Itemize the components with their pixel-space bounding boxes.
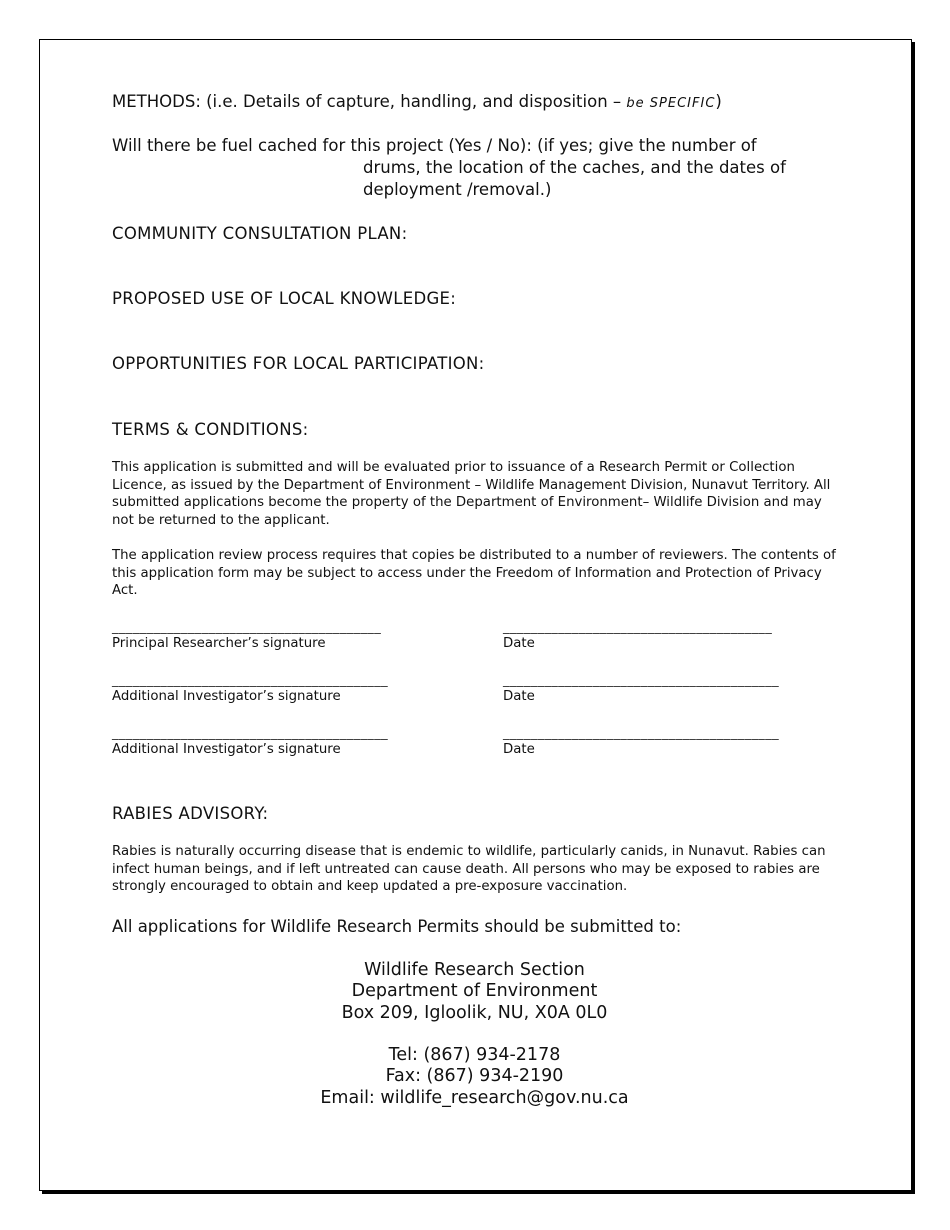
local-knowledge-heading: PROPOSED USE OF LOCAL KNOWLEDGE: — [112, 289, 457, 308]
consultation-heading: COMMUNITY CONSULTATION PLAN: — [112, 224, 408, 243]
principal-date-label: Date — [503, 636, 535, 651]
terms-paragraph-2: The application review process requires that copies be distributed to a number of reviewers. The contents of this application form may be subject to access under the Freedom of Information and Protection of Privacy Act. — [112, 548, 836, 599]
additional-date-label-2: Date — [503, 742, 535, 757]
methods-emphasis: be SPECIFIC — [626, 96, 716, 111]
principal-signature-line[interactable]: _______________________________________ — [112, 620, 382, 635]
methods-label: METHODS: (i.e. Details of capture, handling, and disposition – — [112, 92, 627, 111]
rabies-paragraph: Rabies is naturally occurring disease that is endemic to wildlife, particularly canids, in Nunavut. Rabies can infect human beings, and if left untreated can cause death. All persons who may be exposed to rabies are strongly encouraged to obtain and keep updated a pre-exposure vaccination. — [112, 844, 826, 895]
principal-signature-label: Principal Researcher’s signature — [112, 636, 326, 651]
local-participation-heading: OPPORTUNITIES FOR LOCAL PARTICIPATION: — [112, 354, 485, 373]
principal-date-line[interactable]: _______________________________________ — [503, 620, 773, 635]
fuel-question-line3: deployment /removal.) — [363, 180, 552, 199]
submission-email[interactable]: Email: wildlife_research@gov.nu.ca — [320, 1087, 629, 1108]
submission-department: Department of Environment — [351, 981, 598, 1002]
submission-intro: All applications for Wildlife Research Permits should be submitted to: — [112, 917, 682, 936]
fuel-question-line2: drums, the location of the caches, and the dates of — [363, 158, 786, 177]
submission-address: Box 209, Igloolik, NU, X0A 0L0 — [341, 1002, 608, 1023]
additional-date-line-2[interactable]: ________________________________________ — [503, 726, 779, 741]
additional-signature-line-2[interactable]: ________________________________________ — [112, 726, 388, 741]
fuel-question: Will there be fuel cached for this project (Yes / No): (if yes; give the number of — [112, 136, 757, 155]
methods-close: ) — [715, 92, 722, 111]
submission-contact-block — [39, 1045, 910, 1109]
submission-tel: Tel: (867) 934-2178 — [388, 1045, 561, 1065]
submission-section: Wildlife Research Section — [364, 960, 585, 980]
submission-fax: Fax: (867) 934-2190 — [385, 1066, 564, 1087]
terms-paragraph-1: This application is submitted and will be evaluated prior to issuance of a Research Permit or Collection Licence, as issued by the Department of Environment – Wildlife Management Division, Nunavut Territory. All submitted applications become the property of the Department of Environment– Wildlife Division and may not be returned to the applicant. — [112, 460, 831, 529]
additional-date-line-1[interactable]: ________________________________________ — [503, 673, 779, 688]
additional-signature-line-1[interactable]: ________________________________________ — [112, 673, 388, 688]
additional-signature-label-1: Additional Investigator’s signature — [112, 689, 341, 704]
methods-heading — [112, 92, 722, 111]
terms-heading: TERMS & CONDITIONS: — [112, 420, 309, 439]
additional-date-label-1: Date — [503, 689, 535, 704]
submission-address-block — [39, 960, 910, 1024]
rabies-heading: RABIES ADVISORY: — [112, 804, 269, 823]
additional-signature-label-2: Additional Investigator’s signature — [112, 742, 341, 757]
